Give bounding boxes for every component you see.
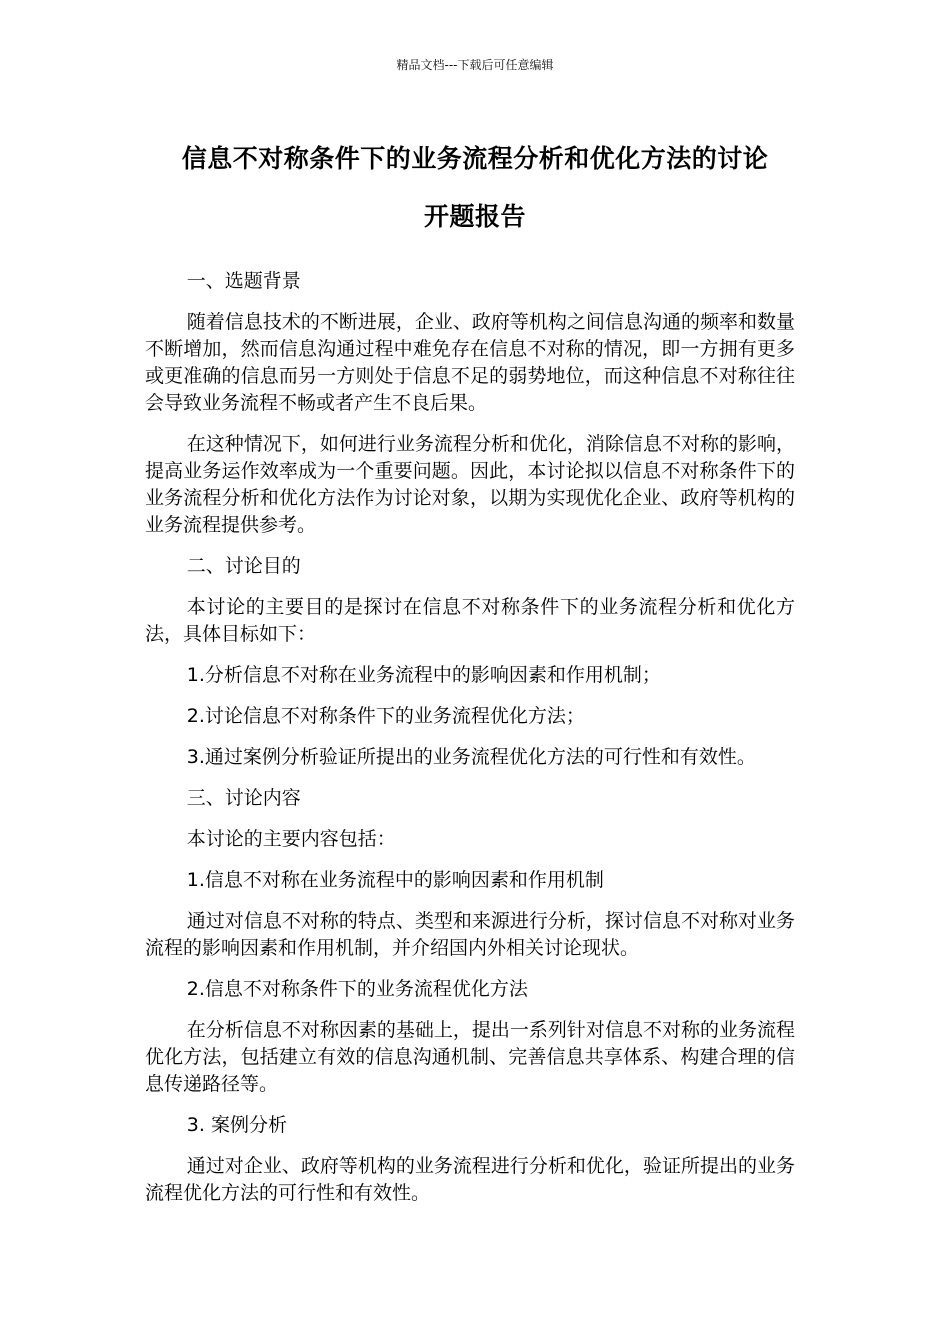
title-line-1: 信息不对称条件下的业务流程分析和优化方法的讨论	[181, 144, 769, 173]
purpose-item-2: 2.讨论信息不对称条件下的业务流程优化方法；	[186, 705, 585, 727]
paragraph-content-intro: 本讨论的主要内容包括：	[186, 828, 396, 850]
purpose-item-1: 1.分析信息不对称在业务流程中的影响因素和作用机制；	[186, 664, 661, 686]
purpose-item-3: 3.通过案例分析验证所提出的业务流程优化方法的可行性和有效性。	[186, 746, 756, 768]
content-subheading-3: 3. 案例分析	[186, 1114, 287, 1136]
header-note: 精品文档---下载后可任意编辑	[396, 58, 554, 72]
paragraph-purpose-intro: 本讨论的主要目的是探讨在信息不对称条件下的业务流程分析和优化方法，具体目标如下：	[145, 596, 795, 645]
section-heading-background: 一、选题背景	[186, 270, 301, 292]
content-paragraph-2: 在分析信息不对称因素的基础上，提出一系列针对信息不对称的业务流程优化方法，包括建立有效的信息沟通机制、完善信息共享体系、构建合理的信息传递路径等。	[145, 1019, 795, 1095]
document-title	[130, 130, 820, 246]
content-paragraph-1: 通过对信息不对称的特点、类型和来源进行分析，探讨信息不对称对业务流程的影响因素和作用机制，并介绍国内外相关讨论现状。	[145, 910, 795, 959]
section-heading-content: 三、讨论内容	[186, 787, 301, 809]
content-subheading-2: 2.信息不对称条件下的业务流程优化方法	[186, 978, 528, 1000]
document-body	[145, 268, 795, 1221]
content-paragraph-3: 通过对企业、政府等机构的业务流程进行分析和优化，验证所提出的业务流程优化方法的可行性和有效性。	[145, 1155, 795, 1204]
content-subheading-1: 1.信息不对称在业务流程中的影响因素和作用机制	[186, 869, 604, 891]
paragraph-background-1: 随着信息技术的不断进展，企业、政府等机构之间信息沟通的频率和数量不断增加，然而信息沟通过程中难免存在信息不对称的情况，即一方拥有更多或更准确的信息而另一方则处于信息不足的弱势地位，而这种信息不对称往往会导致业务流程不畅或者产生不良后果。	[145, 311, 795, 414]
title-line-2: 开题报告	[423, 202, 526, 231]
section-heading-purpose: 二、讨论目的	[186, 555, 301, 577]
paragraph-background-2: 在这种情况下，如何进行业务流程分析和优化，消除信息不对称的影响，提高业务运作效率成为一个重要问题。因此，本讨论拟以信息不对称条件下的业务流程分析和优化方法作为讨论对象，以期为实现优化企业、政府等机构的业务流程提供参考。	[145, 433, 795, 536]
